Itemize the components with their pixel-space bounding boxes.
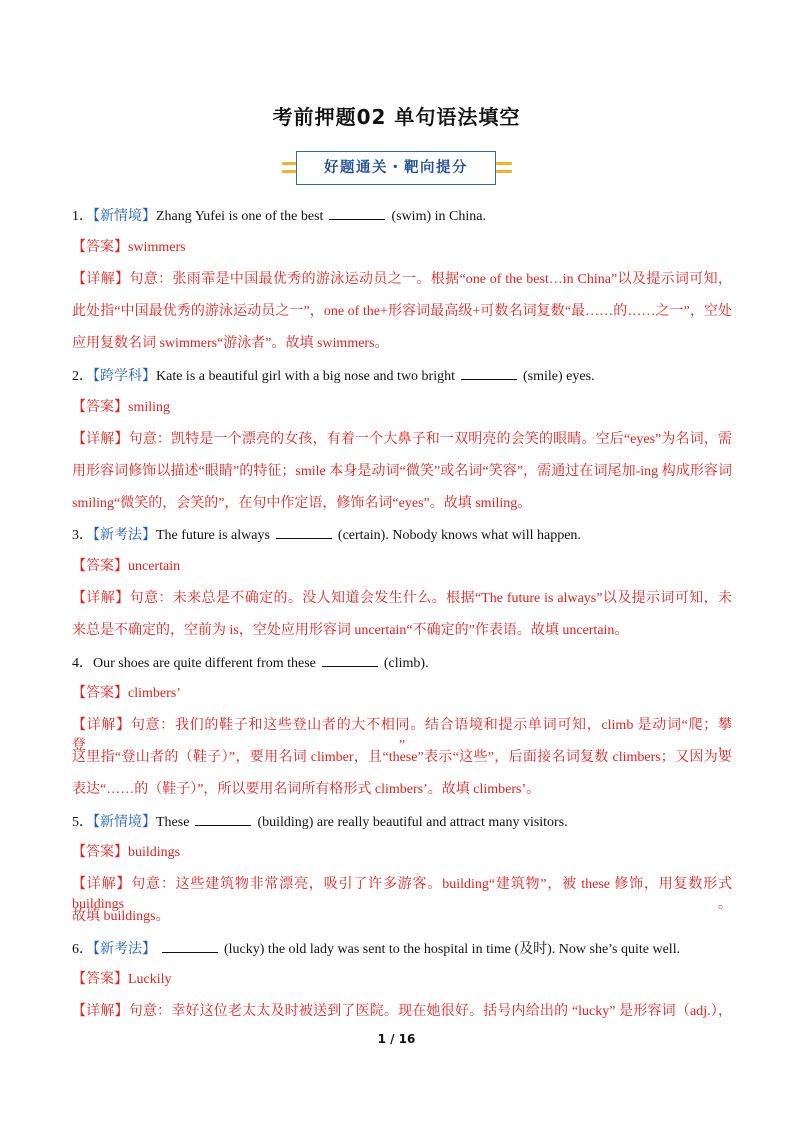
banner-label: 好题通关・靶向提分 [296, 151, 496, 185]
question-2: 2．【跨学科】Kate is a beautiful girl with a big nose and two bright (smile) eyes. [72, 366, 732, 387]
detail-1-line-2: 此处指“中国最优秀的游泳运动员之一”，one of the+形容词最高级+可数名词复数“最……的……之一”，空处 [72, 304, 732, 319]
section-banner [282, 151, 512, 187]
banner-decoration-right-icon [496, 160, 512, 176]
detail-3-line-2: 来总是不确定的，空前为 is，空处应用形容词 uncertain“不确定的”作表语。故填 uncertain。 [72, 623, 629, 638]
page-title: 考前押题02 单句语法填空 [272, 105, 521, 129]
question-1: 1．【新情境】Zhang Yufei is one of the best (swim) in China. [72, 206, 732, 227]
question-3: 3．【新考法】The future is always (certain). Nobody knows what will happen. [72, 525, 732, 546]
question-tag: 【跨学科】 [93, 369, 156, 384]
question-tag: 【新情境】 [93, 815, 156, 830]
detail-5-line-2: 故填 buildings。 [72, 909, 170, 924]
question-4: 4．Our shoes are quite different from these (climb). [72, 653, 732, 674]
answer-blank[interactable] [329, 206, 385, 220]
detail-4-line-3: 表达“……的（鞋子）”，所以要用名词所有格形式 climbers’。故填 climbers’。 [72, 782, 541, 797]
detail-1-line-3: 应用复数名词 swimmers“游泳者”。故填 swimmers。 [72, 336, 389, 351]
question-tag: 【新考法】 [93, 528, 156, 543]
detail-3-line-1: 【详解】句意：未来总是不确定的。没人知道会发生什么。根据“The future is always”以及提示词可知，未 [72, 591, 732, 606]
question-6: 6．【新考法】 (lucky) the old lady was sent to the hospital in time (及时). Now she’s quite well. [72, 939, 732, 960]
detail-4-line-1: 【详解】句意：我们的鞋子和这些登山者的大不相同。结合语境和提示单词可知，climb 是动词“爬；攀登”， [72, 718, 732, 753]
detail-2-line-1: 【详解】句意：凯特是一个漂亮的女孩，有着一个大鼻子和一双明亮的会笑的眼睛。空后“eyes”为名词，需 [72, 432, 732, 447]
answer-blank[interactable] [162, 939, 218, 953]
detail-2-line-2: 用形容词修饰以描述“眼睛”的特征；smile 本身是动词“微笑”或名词“笑容”，需通过在词尾加-ing 构成形容词 [72, 464, 732, 479]
detail-4-line-2: 这里指“登山者的（鞋子）”，要用名词 climber，且“these”表示“这些”，后面接名词复数 climbers；又因为要 [72, 750, 732, 765]
answer-blank[interactable] [461, 366, 517, 380]
page-number: 1 / 16 [377, 1032, 416, 1046]
answer-5: 【答案】buildings [72, 845, 181, 860]
answer-2: 【答案】smiling [72, 400, 171, 415]
answer-3: 【答案】uncertain [72, 559, 181, 574]
detail-1-line-1: 【详解】句意：张雨霏是中国最优秀的游泳运动员之一。根据“one of the best…in China”以及提示词可知， [72, 272, 732, 287]
question-5: 5．【新情境】These (building) are really beautiful and attract many visitors. [72, 812, 732, 833]
answer-blank[interactable] [195, 812, 251, 826]
detail-6-line-1: 【详解】句意：幸好这位老太太及时被送到了医院。现在她很好。括号内给出的 “lucky” 是形容词（adj.）， [72, 1004, 732, 1019]
question-tag: 【新情境】 [93, 209, 156, 224]
detail-2-line-3: smiling“微笑的，会笑的”，在句中作定语，修饰名词“eyes”。故填 smiling。 [72, 496, 532, 511]
answer-4: 【答案】climbers’ [72, 686, 181, 701]
answer-6: 【答案】Luckily [72, 972, 172, 987]
answer-blank[interactable] [322, 653, 378, 667]
detail-5-line-1: 【详解】句意：这些建筑物非常漂亮，吸引了许多游客。building“建筑物”，被 these 修饰，用复数形式 buildings。 [72, 877, 732, 912]
question-tag: 【新考法】 [93, 942, 156, 957]
answer-1: 【答案】swimmers [72, 240, 186, 255]
answer-blank[interactable] [276, 525, 332, 539]
